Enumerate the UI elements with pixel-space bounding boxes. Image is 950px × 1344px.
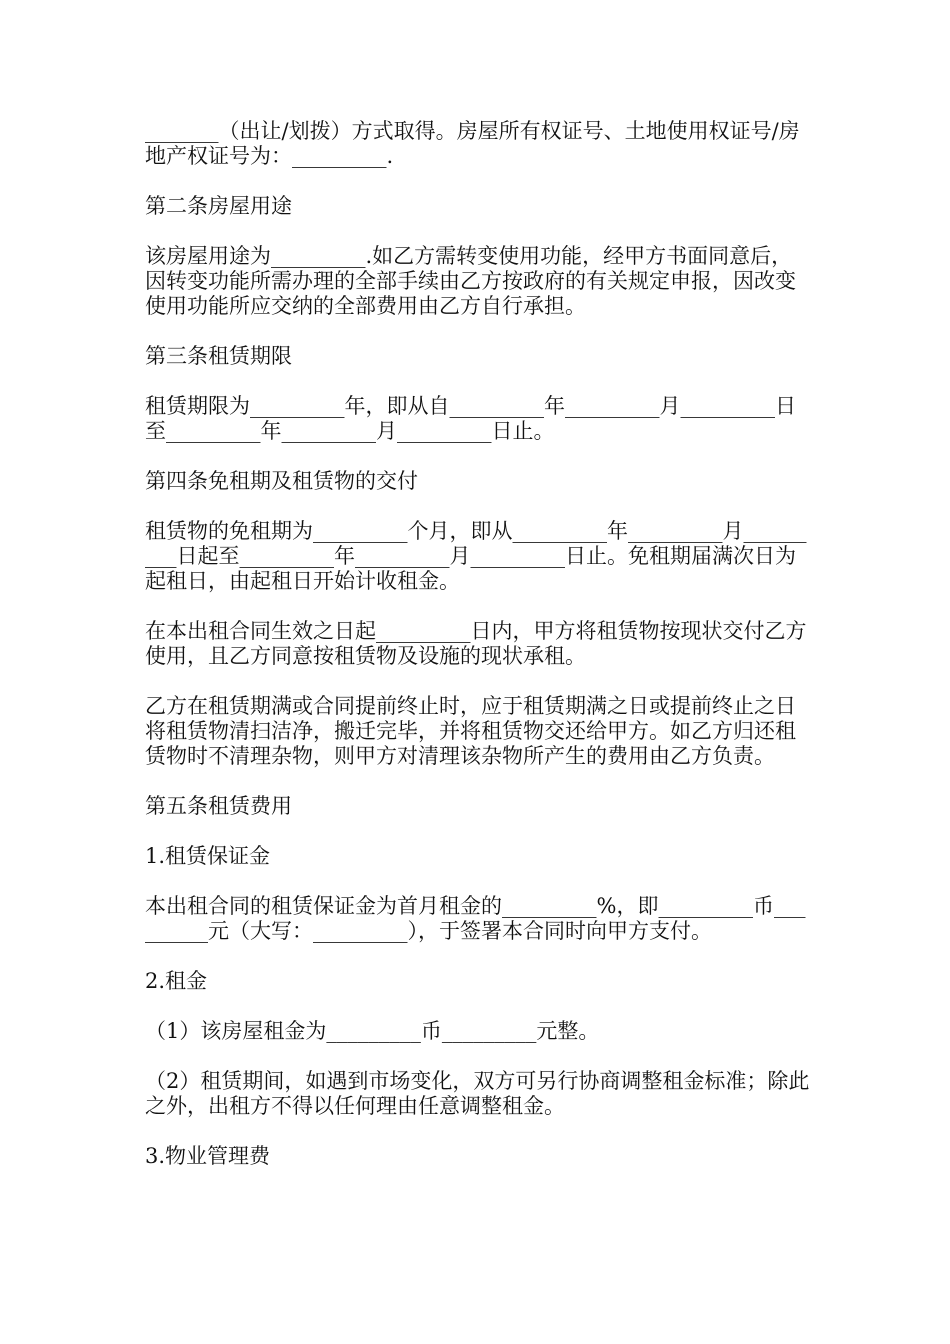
deposit-paragraph: 本出租合同的租赁保证金为首月租金的_________%，即_________币_________元（大写：_________），于签署本合同时向甲方支付。 (145, 894, 806, 943)
article-3-heading: 第三条租赁期限 (145, 344, 292, 368)
rent-free-period-paragraph: 租赁物的免租期为_________个月，即从_________年_________月_________日起至_________年_________月_________日止。免租期届满次日为起租日，由起租日开始计收租金。 (145, 519, 807, 593)
section-rent-heading: 2.租金 (145, 969, 208, 993)
return-paragraph: 乙方在租赁期满或合同提前终止时，应于租赁期满之日或提前终止之日将租赁物清扫洁净，搬迁完毕，并将租赁物交还给甲方。如乙方归还租赁物时不清理杂物，则甲方对清理该杂物所产生的费用由乙方负责。 (145, 694, 796, 768)
section-property-fee-heading: 3.物业管理费 (145, 1144, 271, 1168)
ownership-certificate-paragraph: _______（出让/划拨）方式取得。房屋所有权证号、土地使用权证号/房地产权证号为：_________. (145, 119, 800, 168)
house-usage-paragraph: 该房屋用途为_________.如乙方需转变使用功能，经甲方书面同意后，因转变功能所需办理的全部手续由乙方按政府的有关规定申报，因改变使用功能所应交纳的全部费用由乙方自行承担。 (145, 244, 796, 318)
delivery-paragraph: 在本出租合同生效之日起_________日内，甲方将租赁物按现状交付乙方使用，且乙方同意按租赁物及设施的现状承租。 (145, 619, 807, 668)
rent-amount-paragraph: （1）该房屋租金为_________币_________元整。 (145, 1019, 600, 1043)
section-deposit-heading: 1.租赁保证金 (145, 844, 271, 868)
article-2-heading: 第二条房屋用途 (145, 194, 292, 218)
document-page (145, 119, 810, 1194)
article-4-heading: 第四条免租期及租赁物的交付 (145, 469, 418, 493)
lease-term-paragraph: 租赁期限为_________年，即从自_________年_________月_________日至_________年_________月_________日止。 (145, 394, 796, 443)
rent-adjustment-paragraph: （2）租赁期间，如遇到市场变化，双方可另行协商调整租金标准；除此之外，出租方不得以任何理由任意调整租金。 (145, 1069, 810, 1118)
article-5-heading: 第五条租赁费用 (145, 794, 292, 818)
